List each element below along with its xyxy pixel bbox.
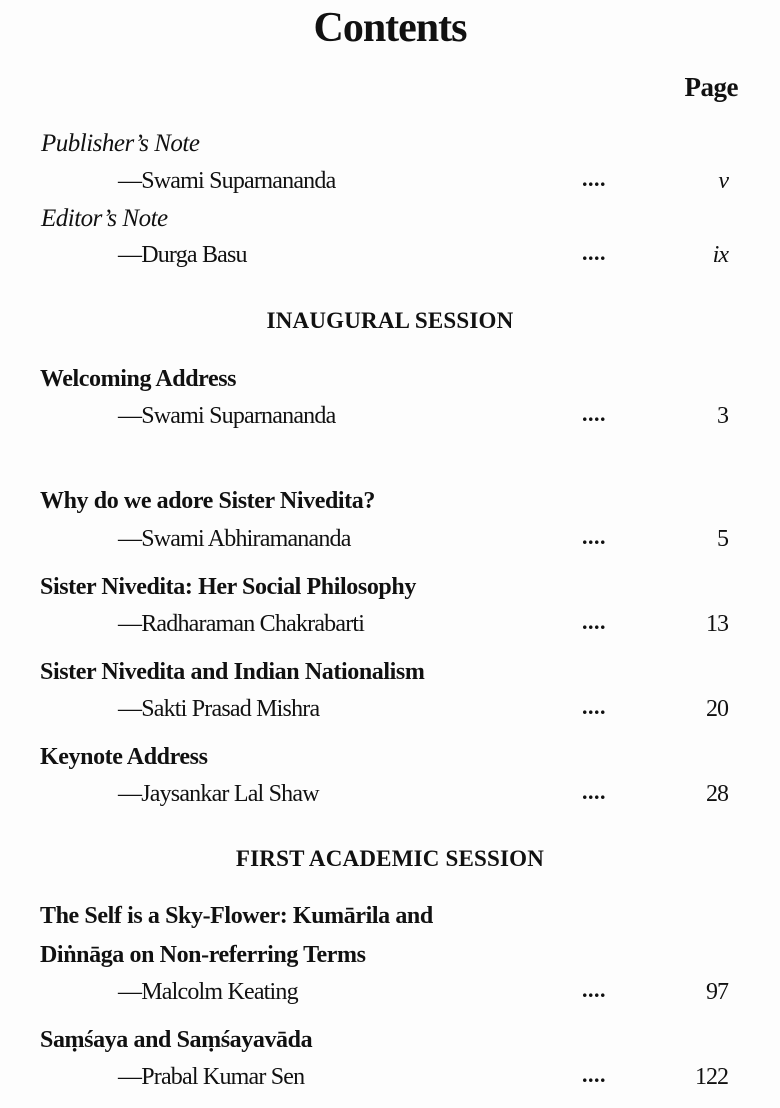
session-heading-inaugural: INAUGURAL SESSION [266, 308, 514, 333]
page-number: 13 [706, 611, 728, 637]
dot-leader: .... [582, 524, 606, 549]
entry-author: —Swami Suparnananda [118, 403, 336, 429]
entry-title: Keynote Address [40, 744, 208, 770]
page-number: 20 [706, 696, 728, 722]
entry-title-line-2: Diṅnāga on Non-referring Terms [40, 942, 366, 968]
page-column-header: Page [684, 72, 738, 102]
entry-title: Welcoming Address [40, 366, 237, 392]
entry-author: —Durga Basu [118, 242, 247, 268]
entry-title: Editor’s Note [41, 205, 168, 232]
dot-leader: .... [582, 779, 606, 804]
dot-leader: .... [582, 1062, 606, 1087]
dot-leader: .... [582, 694, 606, 719]
dot-leader: .... [582, 240, 606, 265]
session-heading-first-academic: FIRST ACADEMIC SESSION [235, 846, 545, 871]
entry-title: Sister Nivedita: Her Social Philosophy [40, 574, 416, 600]
entry-title: Sister Nivedita and Indian Nationalism [40, 659, 425, 685]
entry-author: —Swami Suparnananda [118, 168, 336, 194]
page-number: 5 [717, 526, 728, 552]
page-number: v [718, 168, 728, 194]
page-number: ix [712, 242, 728, 268]
dot-leader: .... [582, 977, 606, 1002]
entry-author: —Swami Abhiramananda [118, 526, 351, 552]
entry-author: —Malcolm Keating [118, 979, 298, 1005]
page-number: 97 [706, 979, 728, 1005]
page-number: 122 [695, 1064, 728, 1090]
entry-title: Publisher’s Note [41, 130, 200, 157]
entry-author: —Radharaman Chakrabarti [118, 611, 365, 637]
entry-author: —Jaysankar Lal Shaw [118, 781, 319, 807]
entry-author: —Prabal Kumar Sen [118, 1064, 305, 1090]
entry-title: Why do we adore Sister Nivedita? [40, 488, 375, 514]
entry-author: —Sakti Prasad Mishra [118, 696, 320, 722]
dot-leader: .... [582, 609, 606, 634]
entry-title: Saṃśaya and Saṃśayavāda [40, 1027, 313, 1053]
page-number: 3 [717, 403, 728, 429]
page-title: Contents [313, 5, 467, 51]
page-number: 28 [706, 781, 728, 807]
dot-leader: .... [582, 166, 606, 191]
entry-title-line-1: The Self is a Sky-Flower: Kumārila and [40, 903, 433, 929]
dot-leader: .... [582, 401, 606, 426]
